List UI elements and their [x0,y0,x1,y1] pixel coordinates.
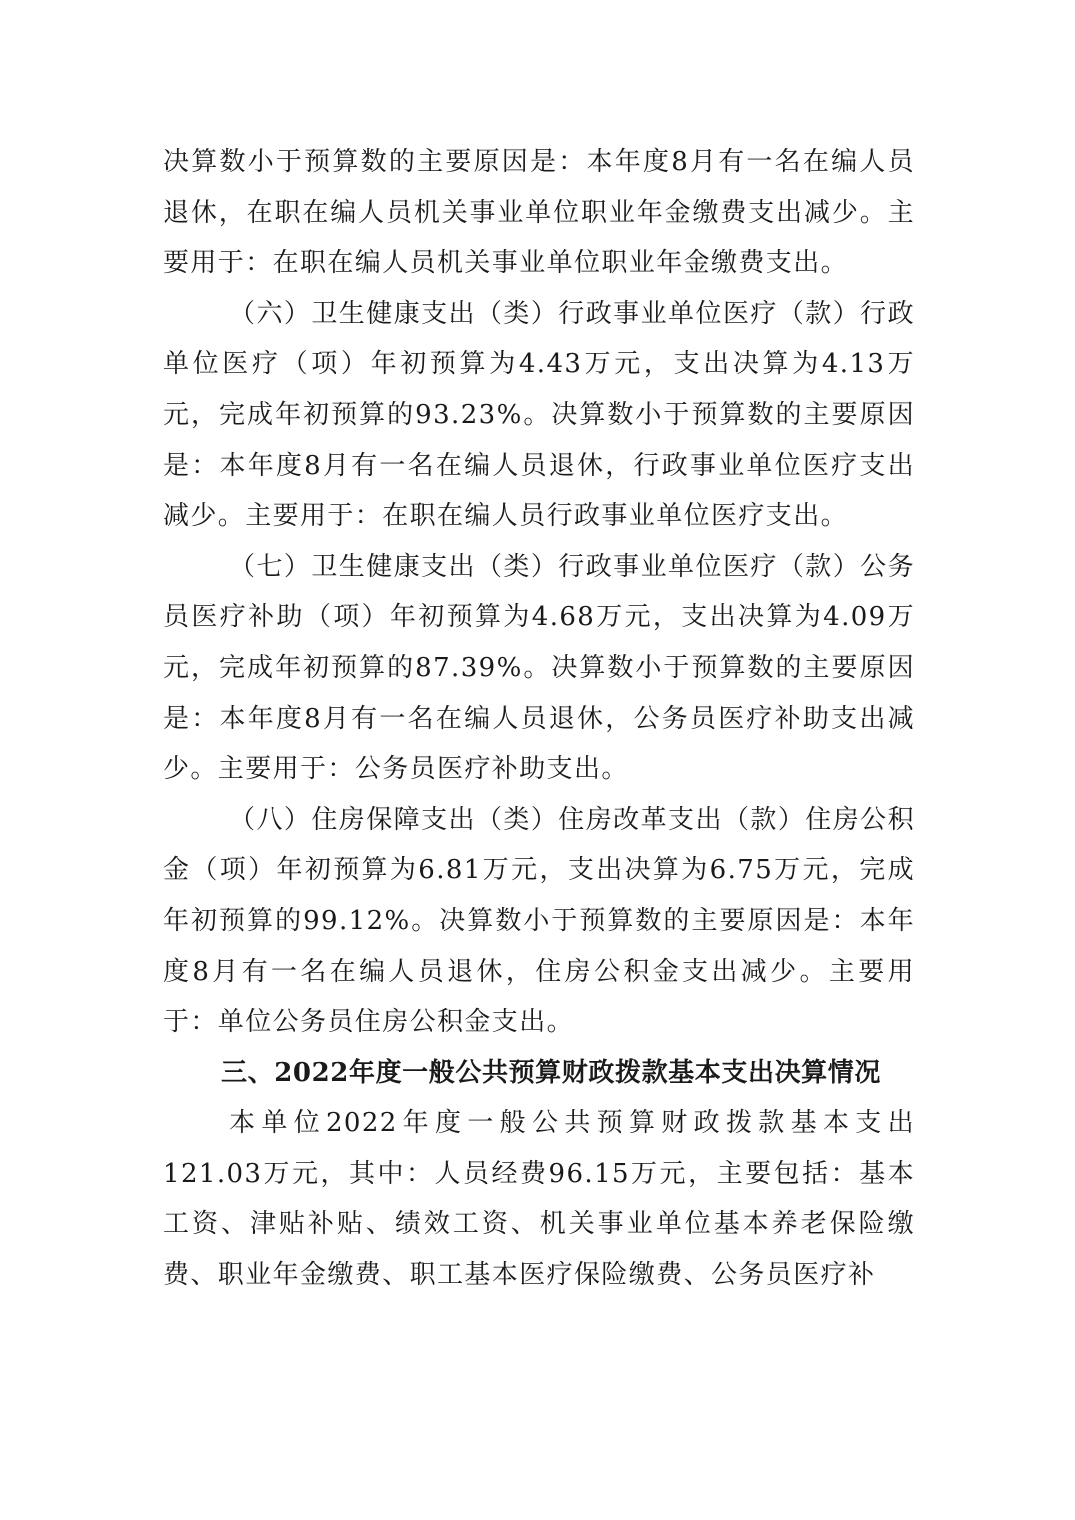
paragraph-continued: 决算数小于预算数的主要原因是：本年度8月有一名在编人员退休，在职在编人员机关事业单位职业年金缴费支出减少。主要用于：在职在编人员机关事业单位职业年金缴费支出。 [163,147,915,279]
paragraph-civil-servant-medical-subsidy: （七）卫生健康支出（类）行政事业单位医疗（款）公务员医疗补助（项）年初预算为4.68万元，支出决算为4.09万元，完成年初预算的87.39%。决算数小于预算数的主要原因是：本年度8月有一名在编人员退休，公务员医疗补助支出减少。主要用于：公务员医疗补助支出。 [163,551,915,785]
paragraph-health-admin-medical: （六）卫生健康支出（类）行政事业单位医疗（款）行政单位医疗（项）年初预算为4.43万元，支出决算为4.13万元，完成年初预算的93.23%。决算数小于预算数的主要原因是：本年度8月有一名在编人员退休，行政事业单位医疗支出减少。主要用于：在职在编人员行政事业单位医疗支出。 [163,298,915,532]
section-heading: 三、2022年度一般公共预算财政拨款基本支出决算情况 [221,1057,881,1088]
paragraph-basic-expense-line-1: 本单位2022年度一般公共预算财政拨款基本支出 [229,1108,915,1139]
paragraph-basic-expense-rest: 121.03万元，其中：人员经费96.15万元，主要包括：基本工资、津贴补贴、绩效工资、机关事业单位基本养老保险缴费、职业年金缴费、职工基本医疗保险缴费、公务员医疗补 [163,1158,915,1291]
document-page [163,137,915,1301]
paragraph-housing-fund: （八）住房保障支出（类）住房改革支出（款）住房公积金（项）年初预算为6.81万元，支出决算为6.75万元，完成年初预算的99.12%。决算数小于预算数的主要原因是：本年度8月有一名在编人员退休，住房公积金支出减少。主要用于：单位公务员住房公积金支出。 [163,804,915,1038]
